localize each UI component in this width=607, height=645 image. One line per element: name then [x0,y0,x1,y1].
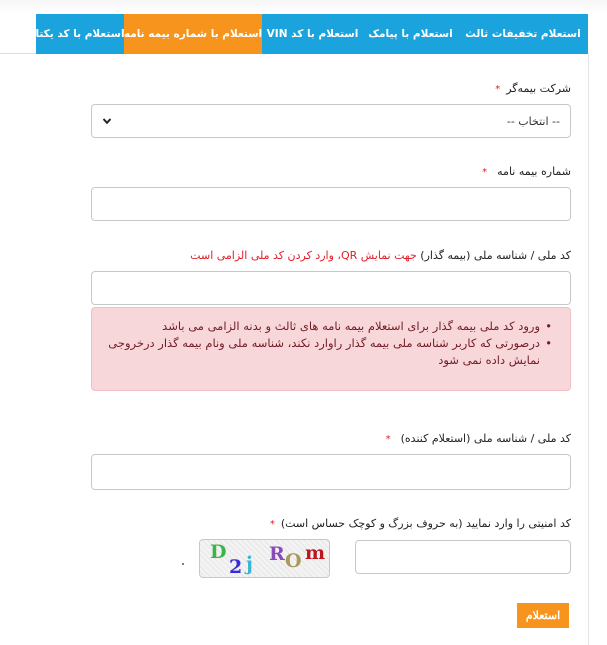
captcha-label [270,517,571,530]
captcha-char: m [305,542,326,564]
inquirer-id-label [386,432,571,445]
captcha-char: O [285,550,302,572]
alert-item: • درصورتی که کاربر شناسه ملی بیمه گذار راوارد نکند، شناسه ملی ونام بیمه گذار درخروجی نمایش داده نمی شود [102,335,552,369]
captcha-image [199,539,330,578]
alert-list [102,318,560,369]
insurer-label-text: شرکت بیمه‌گر [506,82,571,95]
page-top-fade [0,0,607,14]
tab-label: استعلام با کد VIN [266,28,359,40]
qr-hint-text: جهت نمایش QR، وارد کردن کد ملی الزامی است [190,249,417,262]
required-mark: * [482,167,488,178]
tab-label: استعلام تخفیفات ثالث [465,28,581,40]
insurer-select[interactable] [91,104,571,138]
insurer-label [495,82,571,95]
divider-line [0,53,36,54]
policyholder-id-label-text: کد ملی / شناسه ملی (بیمه گذار) [420,249,571,262]
submit-inquiry-button[interactable]: استعلام [517,603,569,628]
captcha-char: 2 [229,556,243,578]
policyholder-id-input[interactable] [91,271,571,305]
tab-unique-code[interactable] [36,14,124,54]
alert-item: • ورود کد ملی بیمه گذار برای استعلام بیمه نامه های ثالث و بدنه الزامی می باشد [102,318,552,335]
inquirer-id-input[interactable] [91,454,571,490]
content-border [588,54,589,645]
tab-third-party-discounts[interactable] [458,14,588,54]
insurer-selected-value: -- انتخاب -- [506,114,560,128]
chevron-down-icon [102,116,112,126]
required-mark: * [495,84,501,95]
policyholder-alert [91,307,571,391]
tab-sms[interactable] [363,14,458,54]
captcha-char: j [246,553,253,575]
captcha-label-text: کد امنیتی را وارد نمایید (به حروف بزرگ و کوچک حساس است) [280,517,571,530]
captcha-char: D [210,541,227,563]
policy-number-label-text: شماره بیمه نامه [497,165,571,178]
tab-vin-code[interactable] [262,14,363,54]
policy-number-input[interactable] [91,187,571,221]
tab-label: استعلام با شماره بیمه نامه [123,28,263,40]
inquirer-id-label-text: کد ملی / شناسه ملی (استعلام کننده) [400,432,571,445]
tab-policy-number[interactable] [124,14,262,54]
captcha-input[interactable] [355,540,571,574]
tab-label: استعلام با کد یکتا [35,28,125,40]
required-mark: * [385,434,391,445]
policy-number-label [482,165,571,178]
refresh-captcha-icon[interactable] [182,563,184,565]
required-mark: * [269,519,275,530]
policyholder-id-label [190,249,571,262]
tab-label: استعلام با پیامک [368,28,453,40]
inquiry-tabs [36,14,588,54]
captcha-char: R [269,543,285,565]
